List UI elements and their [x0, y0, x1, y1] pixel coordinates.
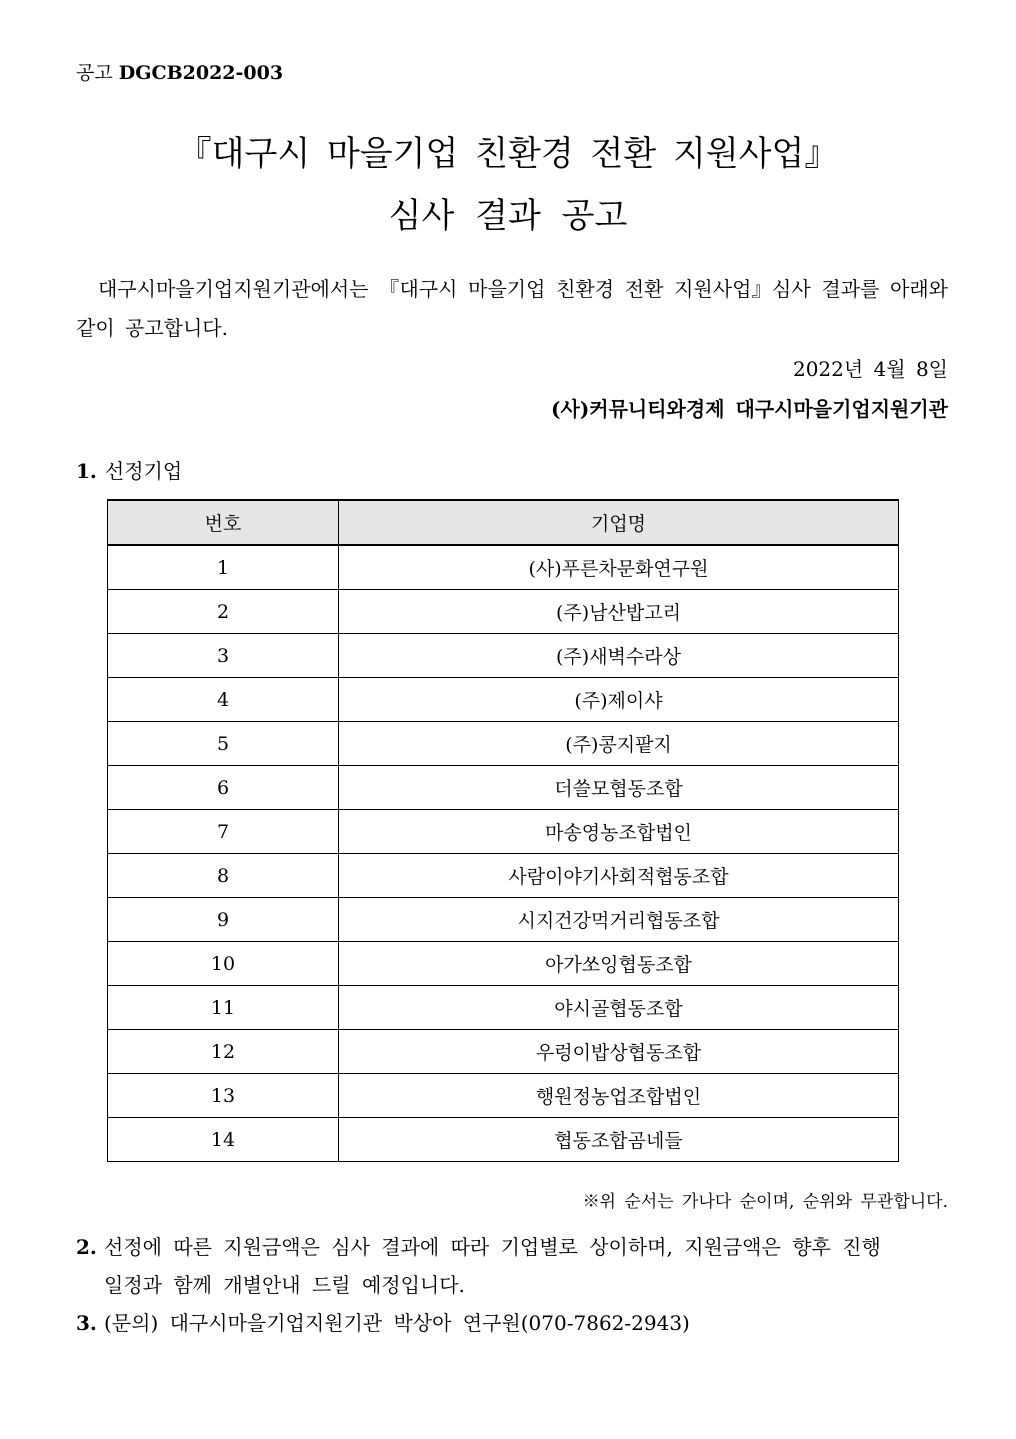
company-name: 우렁이밥상협동조합	[339, 1030, 899, 1074]
section-1-number: 1.	[76, 459, 97, 483]
section-2	[76, 1228, 948, 1304]
document-prefix: 공고	[76, 62, 113, 84]
table-body	[108, 545, 899, 1162]
section-2-line-2: 일정과 함께 개별안내 드릴 예정입니다.	[104, 1273, 465, 1297]
table-row	[108, 545, 899, 590]
section-1-title: 선정기업	[104, 459, 183, 483]
row-number: 6	[108, 766, 339, 810]
company-name: (사)푸른차문화연구원	[339, 545, 899, 590]
table-row	[108, 854, 899, 898]
company-name: 사람이야기사회적협동조합	[339, 854, 899, 898]
document-number	[76, 58, 283, 85]
company-name: 행원정농업조합법인	[339, 1074, 899, 1118]
section-3	[76, 1304, 948, 1342]
row-number: 13	[108, 1074, 339, 1118]
row-number: 4	[108, 678, 339, 722]
company-name: (주)남산밥고리	[339, 590, 899, 634]
row-number: 7	[108, 810, 339, 854]
company-name: 시지건강먹거리협동조합	[339, 898, 899, 942]
company-name: 아가쏘잉협동조합	[339, 942, 899, 986]
row-number: 8	[108, 854, 339, 898]
column-header-number: 번호	[108, 500, 339, 545]
company-name: 더쓸모협동조합	[339, 766, 899, 810]
row-number: 10	[108, 942, 339, 986]
row-number: 3	[108, 634, 339, 678]
page-subtitle: 심사 결과 공고	[388, 196, 628, 236]
company-name: (주)콩지팥지	[339, 722, 899, 766]
row-number: 1	[108, 545, 339, 590]
table-row	[108, 810, 899, 854]
row-number: 14	[108, 1118, 339, 1162]
table-row	[108, 1118, 899, 1162]
company-name: (주)새벽수라상	[339, 634, 899, 678]
document-code: DGCB2022-003	[118, 62, 284, 84]
table-row	[108, 1030, 899, 1074]
table-row	[108, 766, 899, 810]
company-name: 협동조합곰네들	[339, 1118, 899, 1162]
row-number: 2	[108, 590, 339, 634]
intro-paragraph: 대구시마을기업지원기관에서는 『대구시 마을기업 친환경 전환 지원사업』심사 결과를 아래와 같이 공고합니다.	[76, 277, 948, 340]
announcement-date: 2022년 4월 8일	[792, 357, 948, 381]
company-name: 마송영농조합법인	[339, 810, 899, 854]
contact-info: (문의) 대구시마을기업지원기관 박상아 연구원(070-7862-2943)	[104, 1311, 690, 1335]
selected-companies-table	[107, 499, 899, 1162]
row-number: 12	[108, 1030, 339, 1074]
section-1-heading	[76, 455, 182, 484]
table-row	[108, 1074, 899, 1118]
section-3-number: 3.	[76, 1311, 97, 1335]
row-number: 11	[108, 986, 339, 1030]
table-row	[108, 986, 899, 1030]
table-row	[108, 942, 899, 986]
table-row	[108, 590, 899, 634]
row-number: 5	[108, 722, 339, 766]
table-row	[108, 898, 899, 942]
table-note: ※위 순서는 가나다 순이며, 순위와 무관합니다.	[582, 1192, 948, 1212]
section-2-number: 2.	[76, 1235, 97, 1259]
table-row	[108, 634, 899, 678]
table-header-row	[108, 500, 899, 545]
issuing-organization: (사)커뮤니티와경제 대구시마을기업지원기관	[551, 397, 948, 421]
page-title: 『대구시 마을기업 친환경 전환 지원사업』	[177, 134, 839, 174]
table-row	[108, 678, 899, 722]
row-number: 9	[108, 898, 339, 942]
section-2-line-1: 선정에 따른 지원금액은 심사 결과에 따라 기업별로 상이하며, 지원금액은 향후 진행	[104, 1235, 881, 1259]
company-name: (주)제이샤	[339, 678, 899, 722]
column-header-company: 기업명	[339, 500, 899, 545]
company-name: 야시골협동조합	[339, 986, 899, 1030]
table-row	[108, 722, 899, 766]
